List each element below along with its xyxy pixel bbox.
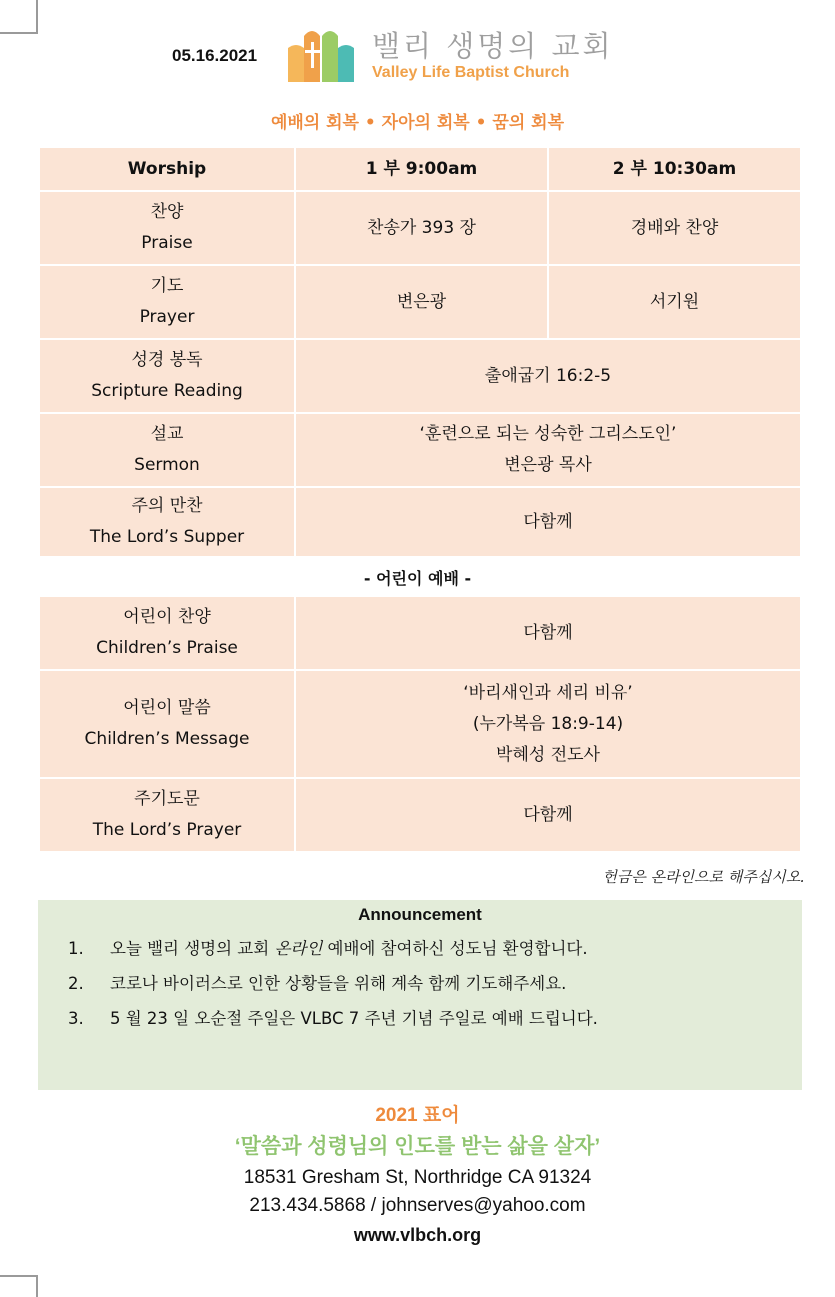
announcement-list — [38, 931, 802, 1036]
item-sermon — [40, 414, 294, 486]
table-row-lords-prayer — [40, 779, 800, 851]
item-name-ko: 찬양 — [150, 202, 184, 222]
bulletin-footer — [0, 1102, 835, 1250]
item-name-en: Scripture Reading — [91, 381, 243, 401]
table-row-prayer — [40, 266, 800, 338]
children-worship-title: - 어린이 예배 - — [363, 569, 472, 588]
header-second-service: 2 부 10:30am — [549, 148, 800, 190]
announcement-item — [38, 1001, 802, 1036]
announcement-box — [38, 900, 802, 1090]
item-name-ko: 어린이 말씀 — [123, 698, 211, 718]
item-text: 예배에 참여하신 성도님 환영합니다. — [322, 939, 588, 958]
table-row-praise — [40, 192, 800, 264]
children-message-value — [296, 671, 800, 777]
item-text: 오늘 밸리 생명의 교회 — [110, 939, 275, 958]
announcement-item — [38, 966, 802, 1001]
item-name-ko: 어린이 찬양 — [123, 607, 211, 627]
item-name-en: Praise — [141, 233, 193, 253]
worship-order-table — [38, 146, 802, 558]
children-worship-table — [38, 595, 802, 853]
table-row-sermon — [40, 414, 800, 486]
church-name-korean: 밸리 생명의 교회 — [372, 29, 614, 63]
crop-mark-bottom — [0, 1275, 38, 1297]
praise-second: 경배와 찬양 — [549, 192, 800, 264]
item-children-praise — [40, 597, 294, 669]
church-website: www.vlbch.org — [353, 1225, 482, 1245]
table-header-row — [40, 148, 800, 190]
item-name-ko: 설교 — [150, 424, 184, 444]
bulletin-header — [0, 22, 835, 86]
item-text: 5 월 23 일 오순절 주일은 VLBC 7 주년 기념 주일로 예배 드립니다. — [110, 1009, 598, 1028]
year-motto-label: 2021 표어 — [375, 1105, 460, 1126]
item-lords-prayer — [40, 779, 294, 851]
item-name-ko: 주기도문 — [134, 789, 200, 809]
item-name-en: The Lord’s Prayer — [92, 820, 242, 840]
supper-value: 다함께 — [296, 488, 800, 556]
header-first-service: 1 부 9:00am — [296, 148, 547, 190]
children-praise-value: 다함께 — [296, 597, 800, 669]
announcement-item — [38, 931, 802, 966]
offering-note: 헌금은 온라인으로 해주십시오. — [602, 868, 805, 886]
item-supper — [40, 488, 294, 556]
motto: 예배의 회복 • 자아의 회복 • 꿈의 회복 — [270, 113, 565, 133]
church-contact: 213.434.5868 / johnserves@yahoo.com — [249, 1195, 586, 1216]
prayer-first: 변은광 — [296, 266, 547, 338]
item-name-ko: 주의 만찬 — [131, 496, 203, 516]
item-name-en: Children’s Praise — [96, 638, 238, 658]
message-speaker: 박혜성 전도사 — [496, 744, 600, 765]
item-emphasis: 온라인 — [274, 939, 323, 958]
item-children-message — [40, 671, 294, 777]
item-name-ko: 기도 — [150, 276, 184, 296]
item-text: 코로나 바이러스로 인한 상황들을 위해 계속 함께 기도해주세요. — [110, 974, 567, 993]
item-number: 2. — [68, 974, 84, 993]
year-theme: ‘말씀과 성령님의 인도를 받는 삶을 살자’ — [234, 1135, 601, 1158]
sermon-title: ‘훈련으로 되는 성숙한 그리스도인’ — [419, 424, 677, 444]
announcement-title: Announcement — [358, 905, 482, 924]
message-reference: (누가복음 18:9-14) — [472, 713, 624, 734]
table-row-children-message — [40, 671, 800, 777]
church-logo-icon — [286, 26, 356, 82]
item-prayer — [40, 266, 294, 338]
prayer-second: 서기원 — [549, 266, 800, 338]
item-name-en: Children’s Message — [84, 729, 250, 749]
table-row-scripture — [40, 340, 800, 412]
lords-prayer-value: 다함께 — [296, 779, 800, 851]
table-row-children-praise — [40, 597, 800, 669]
praise-first: 찬송가 393 장 — [296, 192, 547, 264]
header-worship: Worship — [40, 148, 294, 190]
church-address: 18531 Gresham St, Northridge CA 91324 — [243, 1167, 592, 1188]
item-scripture — [40, 340, 294, 412]
item-praise — [40, 192, 294, 264]
message-title: ‘바리새인과 세리 비유’ — [463, 682, 633, 703]
item-name-ko: 성경 봉독 — [131, 350, 203, 370]
table-row-supper — [40, 488, 800, 556]
item-number: 1. — [68, 939, 84, 958]
item-number: 3. — [68, 1009, 84, 1028]
item-name-en: The Lord’s Supper — [89, 527, 245, 547]
sermon-value — [296, 414, 800, 486]
bulletin-date: 05.16.2021 — [172, 46, 258, 65]
church-name-english: Valley Life Baptist Church — [372, 64, 570, 81]
item-name-en: Sermon — [134, 455, 200, 475]
scripture-value: 출애굽기 16:2-5 — [296, 340, 800, 412]
item-name-en: Prayer — [139, 307, 195, 327]
sermon-speaker: 변은광 목사 — [504, 455, 592, 475]
